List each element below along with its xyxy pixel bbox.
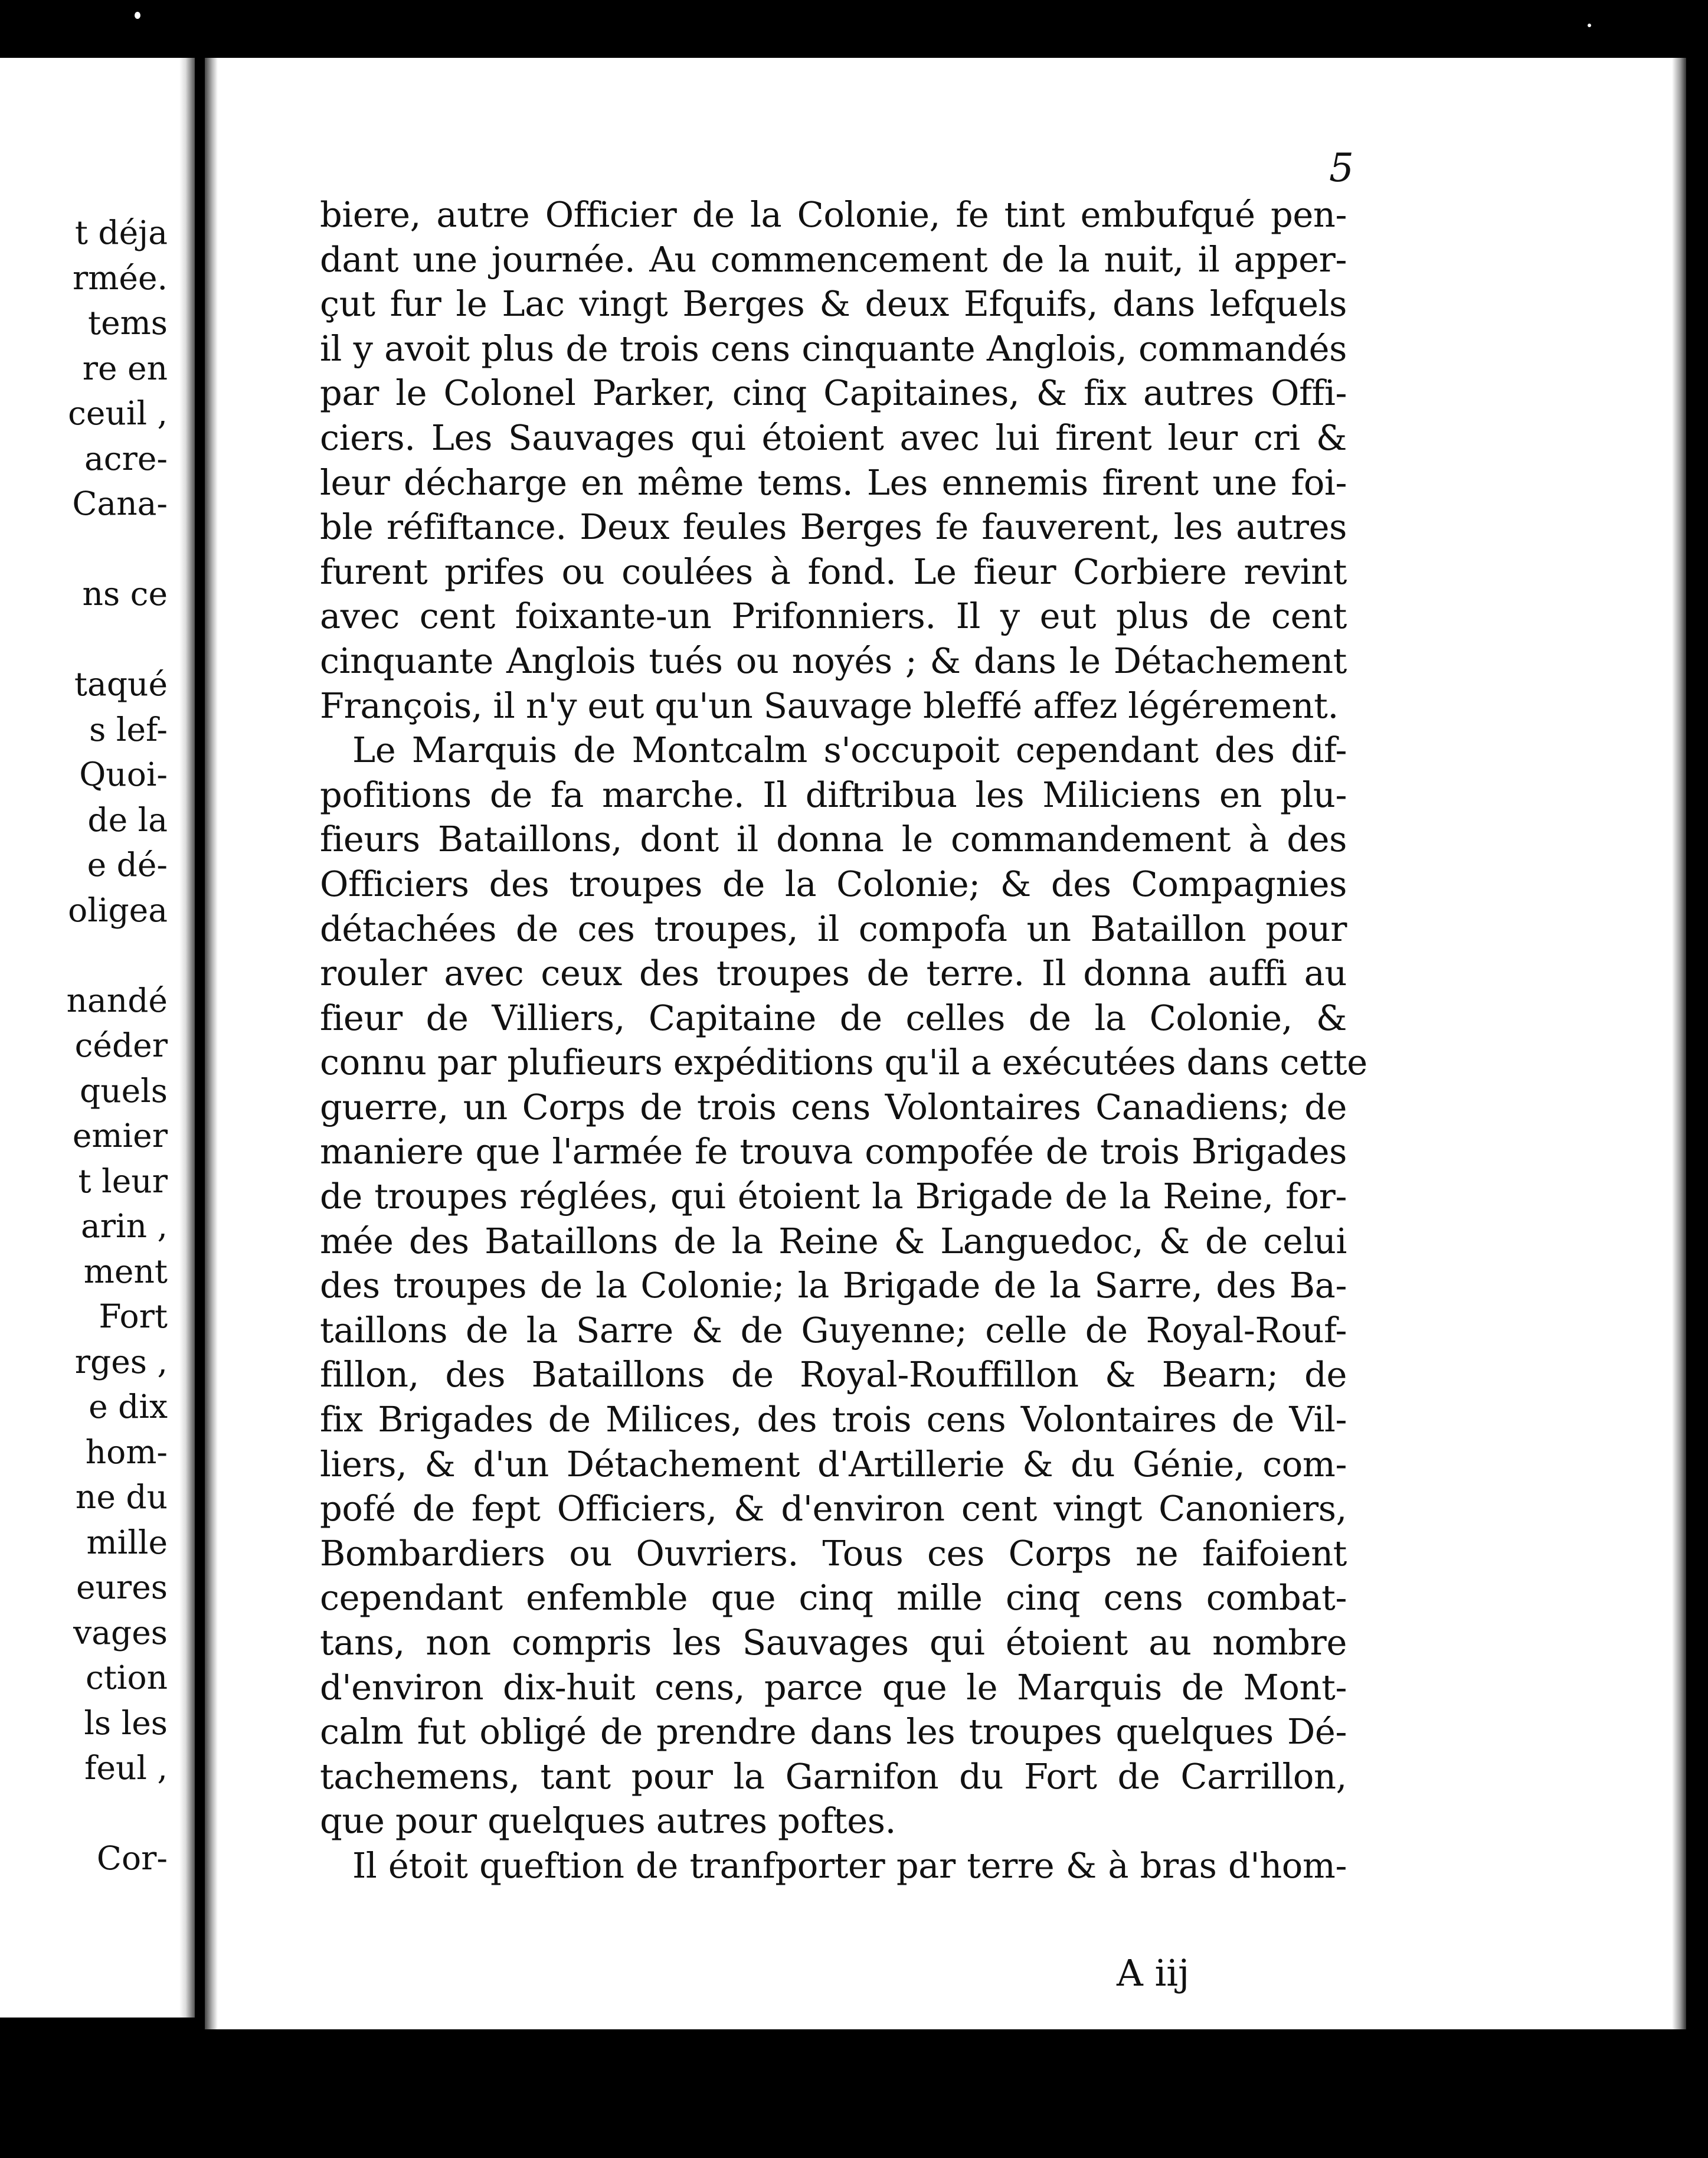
text-line: cinquante Anglois tués ou noyés ; & dans le Détachement [320,640,1347,681]
body-text [320,192,1367,1888]
left-line-fragment: ne du [75,1478,168,1516]
text-line: de troupes réglées, qui étoient la Brigade de la Reine, for- [320,1176,1347,1217]
right-page [205,58,1686,2029]
text-line: Le Marquis de Montcalm s'occupoit cependant des dif- [352,730,1347,771]
left-line-fragment: quels [80,1071,168,1110]
left-line-fragment [67,527,168,572]
text-line: fix Brigades de Milices, des trois cens Volontaires de Vil- [320,1399,1347,1440]
left-line-fragment: ls les [84,1703,168,1742]
left-line-fragment: eures [76,1568,168,1606]
text-line: par le Colonel Parker, cinq Capitaines, & fix autres Offi- [320,372,1347,414]
text-line: liers, & d'un Détachement d'Artillerie & du Génie, com- [320,1443,1347,1485]
text-line: dant une journée. Au commencement de la nuit, il apper- [320,238,1347,280]
spine-shadow [205,58,218,2029]
left-line-fragment: ns ce [82,575,168,613]
text-line: tachemens, tant pour la Garnifon du Fort de Carrillon, [320,1755,1347,1797]
text-line: maniere que l'armée fe trouva compofée de trois Brigades [320,1131,1347,1172]
left-line-fragment: mille [86,1523,168,1561]
text-line: cependant enfemble que cinq mille cinq cens combat- [320,1577,1347,1618]
left-line-fragment: ceuil , [68,394,168,432]
left-line-fragment: emier [72,1117,168,1155]
left-page-gutter [179,58,195,2018]
left-line-fragment: de la [87,800,168,839]
text-line: tans, non compris les Sauvages qui étoient au nombre [320,1622,1347,1663]
text-line: Officiers des troupes de la Colonie; & des Compagnies [320,863,1347,904]
text-line: pofitions de fa marche. Il diftribua les Miliciens en plu- [320,774,1347,815]
text-line: taillons de la Sarre & de Guyenne; celle de Royal-Rouf- [320,1309,1347,1351]
text-line: ciers. Les Sauvages qui étoient avec lui firent leur cri & [320,417,1347,458]
left-line-fragment: arin , [80,1207,168,1245]
left-line-fragment: Cor- [96,1839,168,1877]
text-line: des troupes de la Colonie; la Brigade de la Sarre, des Ba- [320,1265,1347,1306]
left-line-fragment: céder [74,1026,168,1064]
text-line: calm fut obligé de prendre dans les troupes quelques Dé- [320,1711,1347,1752]
text-line: connu par plufieurs expéditions qu'il a exécutées dans cette [320,1042,1367,1083]
text-line: détachées de ces troupes, il compofa un Bataillon pour [320,908,1347,949]
left-line-fragment: feul , [84,1749,168,1787]
text-line: fillon, des Bataillons de Royal-Rouffillon & Bearn; de [320,1354,1347,1395]
text-line: leur décharge en même tems. Les ennemis firent une foi- [320,462,1347,503]
text-line: fieur de Villiers, Capitaine de celles de la Colonie, & [320,997,1347,1038]
left-line-fragment [67,617,168,662]
text-line: mée des Bataillons de la Reine & Languedoc, & de celui [320,1220,1347,1261]
left-line-fragment: vages [73,1613,168,1652]
left-line-fragment: taqué [74,665,168,703]
scan-speck [1588,24,1591,27]
left-line-fragment: t leur [78,1162,168,1200]
left-line-fragment: hom- [85,1433,168,1471]
left-line-fragment [67,1791,168,1836]
left-page [0,58,195,2018]
page-number: 5 [1329,145,1354,191]
text-line: Il étoit queftion de tranfporter par terre & à bras d'hom- [352,1845,1347,1886]
left-line-fragment: s lef- [89,710,168,748]
left-line-fragment: rmée. [72,259,168,297]
left-line-fragment: Cana- [72,485,168,522]
signature-mark: A iij [1117,1951,1190,1994]
scan-speck [135,12,140,19]
text-line: d'environ dix-huit cens, parce que le Marquis de Mont- [320,1666,1347,1708]
left-line-fragment: e dé- [87,846,168,884]
text-line: furent prifes ou coulées à fond. Le fieur Corbiere revint [320,551,1347,592]
text-line: Bombardiers ou Ouvriers. Tous ces Corps ne faifoient [320,1532,1347,1574]
left-line-fragment: rges , [74,1342,168,1381]
left-line-fragment [67,933,168,978]
left-line-fragment: acre- [84,439,168,478]
text-line: biere, autre Officier de la Colonie, fe tint embufqué pen- [320,194,1347,235]
left-line-fragment: ction [85,1659,168,1696]
text-line: rouler avec ceux des troupes de terre. Il donna auffi au [320,953,1347,994]
left-line-fragment: Quoi- [79,756,168,793]
text-line: avec cent foixante-un Prifonniers. Il y eut plus de cent [320,596,1347,637]
text-line: François, il n'y eut qu'un Sauvage bleffé affez légérement. [320,685,1339,726]
left-page-text-fragments [67,210,168,1881]
text-line: que pour quelques autres poftes. [320,1800,896,1842]
left-line-fragment: Fort [99,1297,168,1335]
text-line: pofé de fept Officiers, & d'environ cent vingt Canoniers, [320,1488,1347,1529]
text-line: guerre, un Corps de trois cens Volontaires Canadiens; de [320,1086,1347,1127]
text-line: çut fur le Lac vingt Berges & deux Efquifs, dans lefquels [320,283,1347,325]
left-line-fragment: re en [82,349,168,387]
left-line-fragment: t déja [74,214,168,251]
text-line: fieurs Bataillons, dont il donna le commandement à des [320,819,1347,860]
left-line-fragment: e dix [89,1388,168,1425]
text-line: il y avoit plus de trois cens cinquante Anglois, commandés [320,328,1347,369]
left-line-fragment: ment [83,1252,168,1290]
right-page-edge [1672,58,1686,2029]
left-line-fragment: nandé [66,981,168,1019]
left-line-fragment: oligea [68,891,168,929]
left-line-fragment: tems [87,304,168,342]
text-line: ble réfiftance. Deux feules Berges fe fauverent, les autres [320,506,1347,548]
